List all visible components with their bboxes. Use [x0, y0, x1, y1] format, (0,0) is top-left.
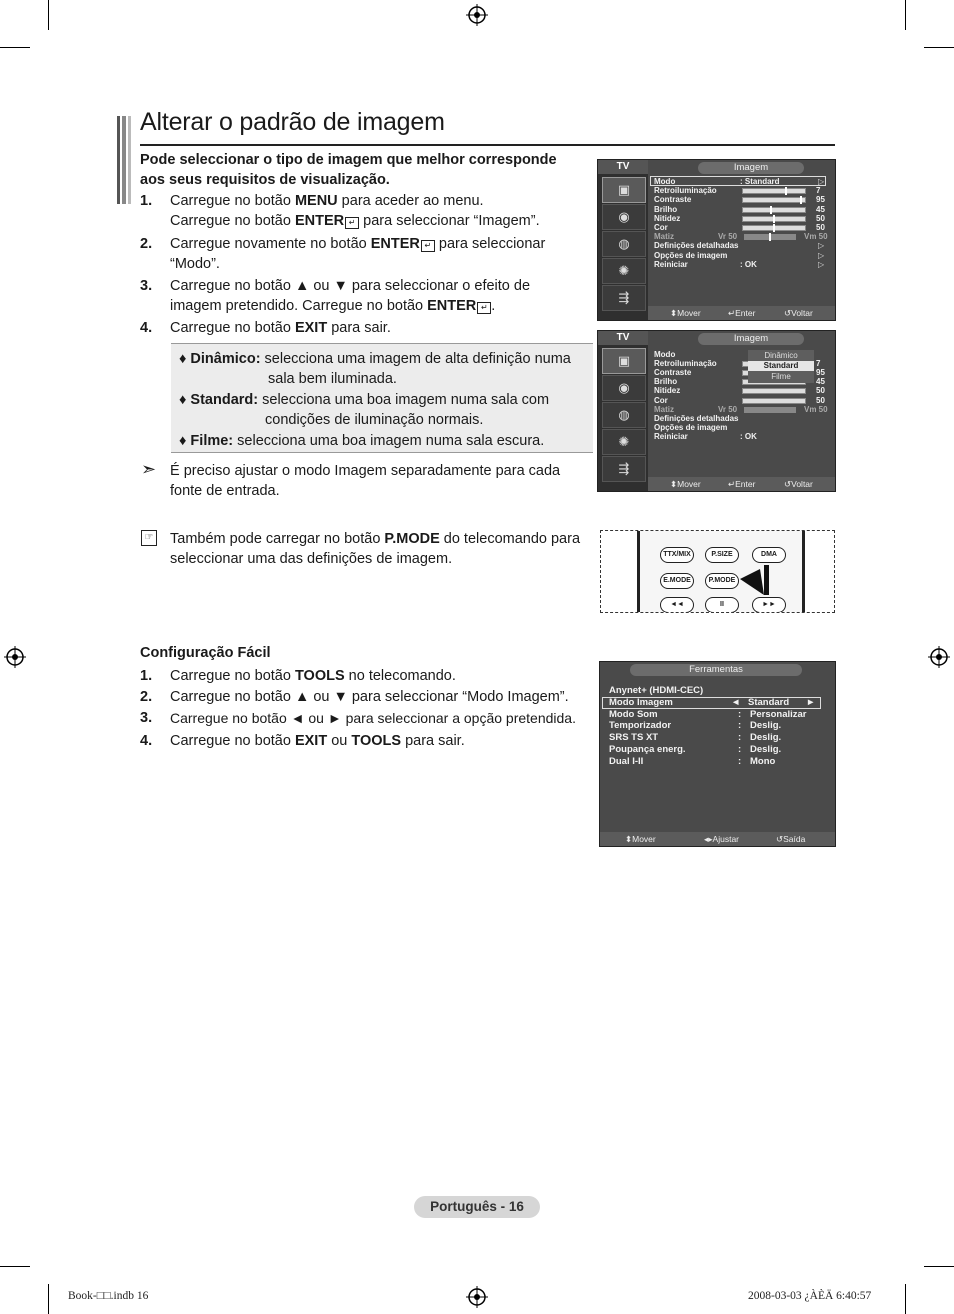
p-mode-button[interactable]: P.MODE — [705, 573, 739, 589]
crop-mark — [0, 1266, 30, 1267]
menu-row-label: Brilho — [654, 204, 678, 214]
menu-row-label: Modo — [654, 177, 676, 186]
tools-row-label[interactable]: Dual I-II — [609, 755, 644, 767]
adjust-hint: ◂▸ Ajustar — [704, 834, 740, 844]
easy-setting-heading: Configuração Fácil — [140, 645, 271, 661]
crop-mark — [48, 1284, 49, 1314]
mode-dropdown[interactable] — [748, 350, 814, 383]
fast-forward-button[interactable]: ►► — [752, 597, 786, 613]
remote-hand-icon: ☞ — [141, 530, 157, 546]
tools-row-label: Anynet+ (HDMI-CEC) — [609, 685, 704, 696]
p-size-button[interactable]: P.SIZE — [705, 547, 739, 563]
slider-knob[interactable] — [773, 224, 775, 232]
setup-menu-icon[interactable]: ✺ — [602, 258, 646, 284]
menu-row-label: Definições detalhadas — [654, 413, 739, 423]
tools-row-value: Deslig. — [750, 720, 782, 732]
menu-row-value: 50 — [816, 213, 825, 223]
tools-row-value: Personalizar — [750, 708, 807, 720]
menu-row-value: 7 — [816, 359, 821, 369]
tv-label: TV — [598, 160, 648, 174]
tools-row-value: Deslig. — [750, 732, 782, 744]
registration-mark-icon — [466, 1286, 488, 1308]
tv-menu-screen-mode — [597, 330, 836, 492]
left-arrow-icon[interactable]: ◄ — [731, 696, 741, 708]
menu-row-label: Brilho — [654, 377, 678, 387]
menu-slider[interactable] — [742, 225, 806, 231]
option-dynamic: ♦ Dinâmico: selecciona uma imagem de alta definição numa sala bem iluminada. — [179, 351, 571, 387]
tools-row-label[interactable]: SRS TS XT — [609, 732, 659, 744]
menu-row-label: Reiniciar — [654, 259, 688, 269]
menu-row-label: Opções de imagem — [654, 250, 728, 260]
picture-mode-options — [171, 343, 593, 453]
slider-knob[interactable] — [769, 233, 771, 241]
menu-row-value: 50 — [816, 395, 825, 405]
note-arrow-icon: ➣ — [141, 459, 157, 479]
tools-row-label[interactable]: Modo Som — [609, 708, 658, 720]
registration-mark-icon — [466, 4, 488, 26]
tools-menu-screen — [599, 661, 836, 847]
tools-row-value: Deslig. — [750, 744, 782, 755]
enter-icon: ↵ — [421, 240, 435, 252]
pointer-arrow-icon — [736, 559, 776, 599]
menu-row-value: 45 — [816, 377, 825, 387]
page-number-badge: Português - 16 — [414, 1196, 540, 1218]
menu-slider[interactable] — [742, 188, 806, 194]
tint-slider[interactable] — [744, 234, 796, 240]
menu-row-value: 50 — [816, 223, 825, 232]
note-pmode: Também pode carregar no botão P.MODE do telecomando para seleccionar uma das definições de imagem. — [170, 531, 581, 567]
menu-row-label: Cor — [654, 223, 668, 232]
dropdown-option-dynamic[interactable]: Dinâmico — [764, 351, 798, 360]
crop-mark — [924, 1266, 954, 1267]
input-menu-icon[interactable]: ⇶ — [602, 456, 646, 482]
menu-slider[interactable] — [742, 216, 806, 222]
menu-slider[interactable] — [742, 207, 806, 213]
tools-row-label[interactable]: Modo Imagem — [609, 696, 673, 708]
tools-row-value: Mono — [750, 755, 776, 767]
channel-menu-icon[interactable]: ◍ — [602, 402, 646, 428]
back-hint: ↺ Voltar — [784, 308, 813, 318]
enter-hint: ↵ Enter — [728, 308, 756, 318]
slider-knob[interactable] — [770, 206, 772, 214]
pause-button[interactable]: II — [705, 597, 739, 613]
tools-row-colon: : — [738, 755, 742, 767]
option-movie: ♦ Filme: selecciona uma boa imagem numa sala escura. — [179, 433, 545, 449]
submenu-arrow-icon[interactable]: ▷ — [818, 241, 825, 251]
move-hint: ⬍ Mover — [670, 308, 701, 318]
footer-timestamp: 2008-03-03 ¿ÀÈÄ 6:40:57 — [748, 1290, 872, 1302]
dma-button[interactable]: DMA — [752, 547, 786, 563]
registration-mark-icon — [4, 646, 26, 668]
sound-menu-icon[interactable]: ◉ — [602, 375, 646, 401]
menu-tab-picture: Imagem — [698, 162, 804, 174]
tv-label: TV — [598, 331, 648, 345]
enter-icon: ↵ — [477, 302, 491, 314]
tools-footer — [600, 832, 835, 846]
menu-row-label: Nitidez — [654, 386, 681, 396]
tools-row-value[interactable]: Standard — [748, 696, 790, 708]
option-standard: ♦ Standard: selecciona uma boa imagem numa sala com condições de iluminação normais. — [179, 392, 550, 428]
menu-row-label: Opções de imagem — [654, 422, 728, 432]
tv-menu-sidebar — [598, 331, 648, 491]
crop-mark — [924, 47, 954, 48]
menu-slider[interactable] — [742, 197, 806, 203]
menu-row-label: Contraste — [654, 368, 692, 378]
menu-row-value: 7 — [816, 186, 821, 196]
crop-mark — [48, 0, 49, 30]
menu-row-label: Contraste — [654, 195, 692, 205]
tv-menu-sidebar — [598, 160, 648, 320]
tools-row-colon: : — [738, 744, 742, 755]
tools-row-label[interactable]: Poupança energ. — [609, 744, 686, 755]
input-menu-icon[interactable]: ⇶ — [602, 285, 646, 311]
sound-menu-icon[interactable]: ◉ — [602, 204, 646, 230]
crop-mark — [0, 47, 30, 48]
tools-row-colon: : — [738, 732, 742, 744]
tint-right-value: Vm 50 — [804, 404, 828, 414]
menu-slider[interactable] — [742, 398, 806, 404]
menu-footer — [648, 306, 835, 320]
back-hint: ↺ Voltar — [784, 479, 813, 489]
tools-tab: Ferramentas — [630, 664, 802, 676]
crop-mark — [905, 1284, 906, 1314]
rewind-button[interactable]: ◄◄ — [660, 597, 694, 613]
channel-menu-icon[interactable]: ◍ — [602, 231, 646, 257]
tint-left-value: Vr 50 — [718, 232, 738, 242]
menu-tab-picture: Imagem — [698, 333, 804, 345]
tint-right-value: Vm 50 — [804, 232, 828, 242]
tools-row-label[interactable]: Temporizador — [609, 720, 672, 732]
submenu-arrow-icon[interactable]: ▷ — [818, 177, 825, 186]
remote-control-illustration — [600, 530, 835, 613]
tools-row-colon: : — [738, 708, 742, 720]
tint-slider[interactable] — [744, 407, 796, 413]
note-input-source: É preciso ajustar o modo Imagem separadamente para cada fonte de entrada. — [170, 463, 561, 499]
menu-row-value: 50 — [816, 386, 825, 396]
slider-knob[interactable] — [800, 196, 802, 204]
menu-row-label: Matiz — [654, 404, 674, 414]
menu-row-label: Matiz — [654, 232, 674, 242]
menu-row-label: Retroiluminação — [654, 186, 717, 196]
slider-knob[interactable] — [773, 215, 775, 223]
menu-row-label: Reiniciar — [654, 431, 688, 441]
menu-row-value: 45 — [816, 204, 825, 214]
menu-slider[interactable] — [742, 388, 806, 394]
menu-row-value: 95 — [816, 368, 825, 378]
enter-hint: ↵ Enter — [728, 479, 756, 489]
picture-menu-icon[interactable]: ▣ — [602, 177, 646, 203]
registration-mark-icon — [928, 646, 950, 668]
menu-row-value: 95 — [816, 195, 825, 205]
crop-mark — [905, 0, 906, 30]
right-arrow-icon[interactable]: ► — [806, 696, 816, 708]
menu-highlight — [650, 176, 826, 186]
ttx-mix-button[interactable]: TTX/MIX — [660, 547, 694, 563]
submenu-arrow-icon[interactable]: ▷ — [818, 259, 825, 269]
menu-row-value: : OK — [740, 431, 757, 441]
submenu-arrow-icon[interactable]: ▷ — [818, 250, 825, 260]
tv-menu-screen-picture — [597, 159, 836, 321]
menu-row-label: Definições detalhadas — [654, 241, 739, 251]
intro-text: Pode seleccionar o tipo de imagem que melhor corresponde aos seus requisitos de visualização. — [140, 152, 557, 188]
move-hint: ⬍ Mover — [625, 834, 656, 844]
title-rule — [140, 144, 835, 146]
footer-file-info: Book-□□.indb 16 — [68, 1290, 149, 1302]
menu-row-label: Retroiluminação — [654, 359, 717, 369]
move-hint: ⬍ Mover — [670, 479, 701, 489]
menu-row-value: : Standard — [740, 177, 780, 186]
menu-row-label: Cor — [654, 395, 668, 405]
setup-menu-icon[interactable]: ✺ — [602, 429, 646, 455]
page-title: Alterar o padrão de imagem — [140, 108, 445, 136]
menu-row-value: : OK — [740, 259, 757, 269]
dropdown-option-standard[interactable]: Standard — [748, 361, 814, 371]
menu-footer — [648, 477, 835, 491]
picture-menu-icon[interactable]: ▣ — [602, 348, 646, 374]
menu-row-label: Modo — [654, 350, 676, 359]
remote-body — [637, 530, 805, 613]
exit-hint: ↺ Saída — [776, 834, 806, 844]
tint-left-value: Vr 50 — [718, 404, 738, 414]
tools-row-colon: : — [738, 720, 742, 732]
enter-icon: ↵ — [345, 217, 359, 229]
e-mode-button[interactable]: E.MODE — [660, 573, 694, 589]
slider-knob[interactable] — [785, 187, 787, 195]
menu-row-label: Nitidez — [654, 213, 681, 223]
dropdown-option-movie[interactable]: Filme — [771, 372, 791, 381]
tools-highlight — [602, 697, 821, 709]
title-accent-bar — [117, 116, 131, 204]
